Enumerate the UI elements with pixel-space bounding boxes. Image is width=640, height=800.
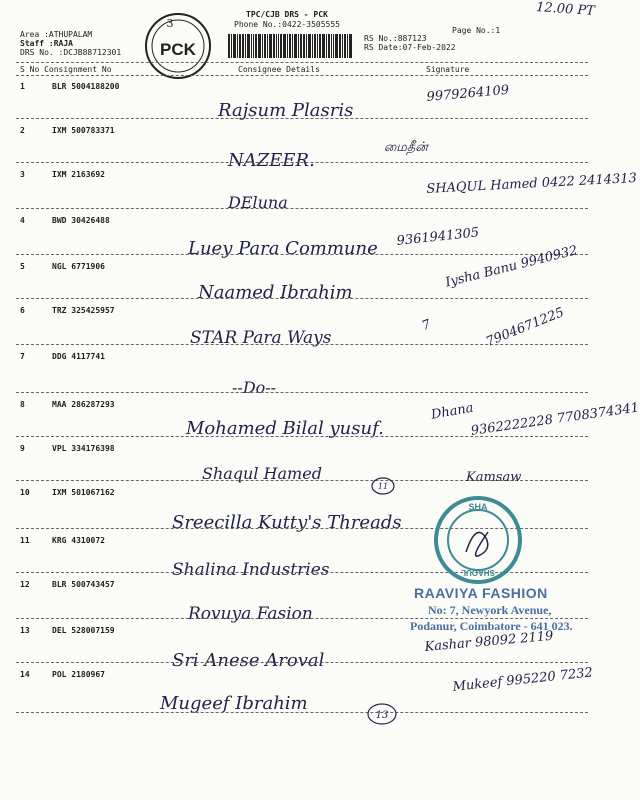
row-consignee: --Do-- (232, 378, 277, 397)
time-note: 12.00 PT (535, 0, 596, 20)
row-consignment-no: DDG 4117741 (52, 352, 105, 361)
row-sno: 7 (20, 352, 25, 361)
row-signature: Kashar 98092 2119 (424, 628, 555, 655)
row-consignment-no: IXM 500783371 (52, 126, 115, 135)
row-divider (16, 254, 588, 255)
staff-label: Staff :RAJA (20, 39, 73, 48)
col-signature: Signature (426, 65, 470, 74)
seal-bottom-text: SHAQUL (461, 568, 495, 577)
row-signature: 7904671225 (484, 305, 567, 350)
row-consignee: Shalina Industries (172, 560, 330, 580)
row-sno: 11 (20, 536, 30, 545)
col-consignee: Consignee Details (238, 65, 320, 74)
row-divider (16, 392, 588, 393)
circle-mark-11 (370, 476, 396, 496)
row-sno: 8 (20, 400, 25, 409)
circle-mark-11-text: 11 (377, 482, 389, 491)
area-label: Area :ATHUPALAM (20, 30, 93, 39)
row-signature: மைதீன் (384, 140, 428, 155)
page-title: TPC/CJB DRS - PCK (246, 10, 328, 19)
rs-number: RS No.:887123 (364, 34, 427, 43)
row-consignee: STAR Para Ways (190, 328, 332, 348)
row-consignment-no: IXM 501067162 (52, 488, 115, 497)
row-consignee: Sri Anese Aroval (172, 650, 325, 671)
row-sno: 13 (20, 626, 30, 635)
row-signature: Kamsaw (466, 470, 522, 485)
company-stamp-line1: No: 7, Newyork Avenue, (428, 603, 552, 617)
col-sno-consignment: S No Consignment No (20, 65, 112, 74)
row-consignee: DEluna (228, 193, 288, 212)
branch-round-stamp (138, 8, 218, 84)
seal-top-text: SHA (468, 502, 488, 512)
row-sno: 10 (20, 488, 30, 497)
stamp-number: 3 (166, 17, 174, 30)
row-sno: 3 (20, 170, 25, 179)
row-consignee: Mohamed Bilal yusuf. (186, 418, 384, 439)
row-consignee: Mugeef Ibrahim (160, 693, 308, 714)
row-divider (16, 662, 588, 663)
row-consignment-no: BLR 500743457 (52, 580, 115, 589)
row-divider (16, 436, 588, 437)
row-consignment-no: MAA 286287293 (52, 400, 115, 409)
row-consignee: Shaqul Hamed (202, 464, 322, 483)
row-consignment-no: VPL 334176398 (52, 444, 115, 453)
row-sno: 5 (20, 262, 25, 271)
row-signature: 9361941305 (396, 225, 480, 249)
circle-mark-13-text: 13 (375, 710, 389, 721)
row-signature: 9979264109 (426, 82, 510, 105)
row-signature: Dhana (430, 400, 475, 423)
row-divider (16, 162, 588, 163)
row-sno: 12 (20, 580, 30, 589)
row-signature: Mukeef 995220 7232 (452, 665, 594, 695)
row-signature: SHAQUL Hamed 0422 2414313 (426, 170, 638, 197)
row-consignee: Luey Para Commune (188, 238, 378, 259)
row-consignment-no: DEL 528007159 (52, 626, 115, 635)
row-signature: 7 (420, 317, 433, 335)
company-stamp-line2: Podanur, Coimbatore - 641 023. (410, 619, 573, 633)
row-divider (16, 118, 588, 119)
page-number: Page No.:1 (452, 26, 501, 35)
drs-number: DRS No. :DCJB88712301 (20, 48, 122, 57)
row-consignee: Naamed Ibrahim (198, 282, 353, 303)
row-sno: 6 (20, 306, 25, 315)
rs-date: RS Date:07-Feb-2022 (364, 43, 456, 52)
row-consignment-no: TRZ 325425957 (52, 306, 115, 315)
round-seal-stamp (430, 492, 526, 588)
row-consignee: Rovuya Fasion (188, 604, 313, 624)
branch-stamp-text: PCK (160, 40, 196, 59)
row-consignee: NAZEER. (228, 150, 315, 171)
phone-number: Phone No.:0422-3505555 (234, 20, 340, 29)
company-stamp-name: RAAVIYA FASHION (414, 585, 548, 601)
circle-mark-13 (366, 702, 398, 726)
row-consignment-no: IXM 2163692 (52, 170, 105, 179)
row-consignee: Sreecilla Kutty's Threads (172, 512, 402, 533)
row-divider (16, 208, 588, 209)
row-sno: 2 (20, 126, 25, 135)
row-consignment-no: KRG 4310072 (52, 536, 105, 545)
row-sno: 1 (20, 82, 25, 91)
row-divider (16, 712, 588, 713)
row-signature: 9362222228 7708374341 (470, 400, 640, 439)
row-consignment-no: POL 2180967 (52, 670, 105, 679)
row-divider (16, 298, 588, 299)
row-consignment-no: NGL 6771906 (52, 262, 105, 271)
barcode (228, 34, 356, 58)
row-sno: 14 (20, 670, 30, 679)
row-sno: 4 (20, 216, 25, 225)
row-consignment-no: BLR 5004188200 (52, 82, 120, 91)
row-consignee: Rajsum Plasris (218, 100, 354, 121)
row-consignment-no: BWD 30426488 (52, 216, 110, 225)
row-signature: Iysha Banu 9940932 (444, 243, 580, 291)
row-sno: 9 (20, 444, 25, 453)
